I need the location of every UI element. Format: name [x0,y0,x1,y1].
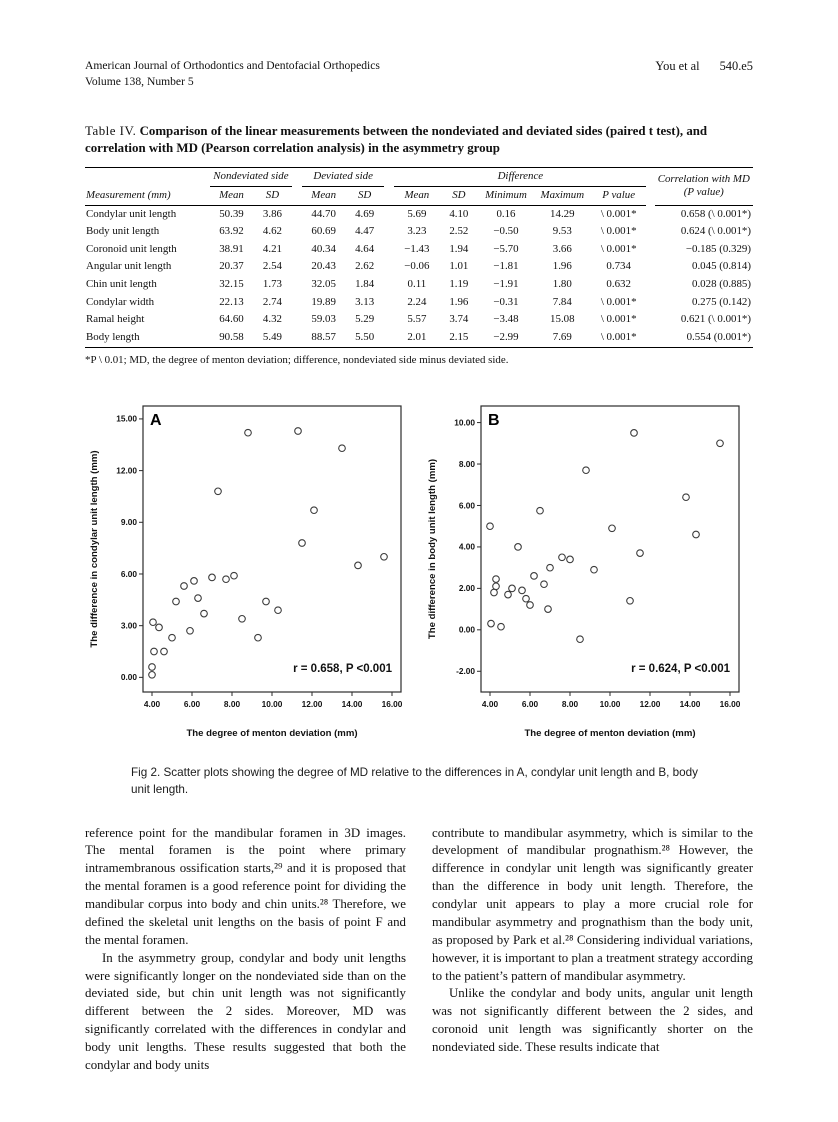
col-p-value: P value [591,186,646,205]
data-point [631,429,638,436]
measurement-name: Body length [85,329,210,347]
x-tick-label: 14.00 [341,698,363,709]
table-cell: 0.621 (\ 0.001*) [680,313,751,326]
data-point [173,598,180,605]
data-point [275,606,282,613]
data-point [156,624,163,631]
panel-letter: A [150,411,162,429]
col-minimum: Minimum [478,186,533,205]
table-cell: 1.94 [449,242,469,255]
table-cell: 15.08 [550,313,575,326]
scatter-plot-a [85,394,415,751]
data-point [537,507,544,514]
table-cell: 14.29 [550,207,575,220]
spacer [646,311,654,329]
table-cell: 64.60 [219,313,244,326]
y-tick-label: 3.00 [120,620,137,631]
col-group-deviated: Deviated side [302,168,384,187]
x-tick-label: 16.00 [381,698,403,709]
data-point [191,577,198,584]
data-point [487,522,494,529]
data-point [583,466,590,473]
spacer [292,186,302,205]
table-cell: 1.84 [355,278,375,291]
x-tick-label: 10.00 [599,698,621,709]
x-axis-label: The degree of menton deviation (mm) [524,727,696,739]
scatter-plots [85,394,753,751]
journal-volume: Volume 138, Number 5 [85,74,194,88]
spacer [646,258,654,276]
x-tick-label: 6.00 [183,698,201,709]
data-point [149,671,156,678]
data-point [381,553,388,560]
table-cell: 3.86 [262,207,282,220]
data-point [311,506,318,513]
spacer [384,311,394,329]
y-tick-label: 15.00 [116,413,137,424]
y-axis-label: The difference in body unit length (mm) [427,458,438,639]
table-cell: 32.15 [219,278,244,291]
table-cell: 44.70 [311,207,336,220]
data-point [591,566,598,573]
data-point [488,620,495,627]
table-cell: 0.658 (\ 0.001*) [680,207,751,220]
table-cell: 4.62 [262,225,282,238]
data-point [637,549,644,556]
table-cell: 88.57 [302,329,345,347]
data-point [559,554,566,561]
x-tick-label: 6.00 [521,698,539,709]
table-cell: 0.624 (\ 0.001*) [680,225,751,238]
x-tick-label: 8.00 [561,698,579,709]
table-cell: −2.99 [478,329,533,347]
table-row [85,205,753,223]
table-cell: 63.92 [219,225,244,238]
table-subheader-row [85,186,753,205]
data-point [150,618,157,625]
spacer [292,311,302,329]
x-tick-label: 4.00 [481,698,499,709]
x-tick-label: 12.00 [639,698,661,709]
body-paragraph: In the asymmetry group, condylar and body unit lengths were significantly longer on the nondeviated side than on the deviated side, but chin unit length was not significantly different between the 2 sides. Moreover, MD was significantly correlated with the differences in condylar and body unit lengths. These results suggested that both the condylar and body units [85,950,406,1072]
running-authors: You et al [655,59,700,73]
table-cell: 4.47 [355,225,375,238]
table-cell: 1.19 [449,278,469,291]
spacer [646,168,654,187]
article-body [85,825,753,1075]
table-cell: 0.275 (0.142) [692,295,751,308]
spacer [646,276,654,294]
table-cell: 5.50 [345,329,384,347]
table-cell: 5.69 [407,207,427,220]
col-diff-sd: SD [439,186,478,205]
spacer [384,258,394,276]
table-cell: 0.554 (0.001*) [655,329,753,347]
data-point [717,440,724,447]
data-point [255,634,262,641]
table-cell: 19.89 [311,295,336,308]
table-cell: 5.57 [407,313,427,326]
table-cell: 0.16 [496,207,516,220]
journal-info [85,58,380,89]
measurement-name: Angular unit length [86,260,172,273]
page-header [85,58,753,89]
y-tick-label: 12.00 [116,465,137,476]
data-point [355,562,362,569]
x-tick-label: 4.00 [143,698,161,709]
table-cell: 90.58 [210,329,253,347]
correlation-annotation: r = 0.624, P <0.001 [631,662,730,675]
table-row [85,223,753,241]
spacer [384,223,394,241]
x-tick-label: 16.00 [719,698,741,709]
table-cell: 2.62 [355,260,375,273]
spacer [292,223,302,241]
table-cell: 60.69 [311,225,336,238]
data-point [519,587,526,594]
spacer [646,294,654,312]
data-point [245,429,252,436]
spacer [384,329,394,347]
col-maximum: Maximum [534,186,591,205]
data-point [547,564,554,571]
x-axis-label: The degree of menton deviation (mm) [186,727,358,739]
table-cell: 0.734 [606,260,631,273]
data-point [149,663,156,670]
table-cell: −1.91 [493,278,519,291]
table-cell: 0.11 [407,278,427,291]
spacer [646,205,654,223]
data-point [498,623,505,630]
table-cell: 4.21 [262,242,282,255]
body-column-right [432,825,753,1075]
data-point [223,575,230,582]
page-number: 540.e5 [719,59,753,73]
table-row [85,241,753,259]
panel-letter: B [488,411,500,429]
col-nd-mean: Mean [210,186,253,205]
table-cell: 3.74 [449,313,469,326]
x-tick-label: 14.00 [679,698,701,709]
spacer [292,205,302,223]
table-cell: −5.70 [493,242,519,255]
data-point [201,610,208,617]
table-cell: \ 0.001* [600,313,637,326]
col-nd-sd: SD [253,186,292,205]
table-cell: 3.23 [407,225,427,238]
table-row [85,258,753,276]
data-point [187,627,194,634]
table-row [85,329,753,347]
table-cell: 20.37 [219,260,244,273]
table-cell: 0.632 [606,278,631,291]
spacer [646,329,654,347]
empty-header-cell [85,168,210,187]
table-cell: 0.045 (0.814) [692,260,751,273]
data-point [523,595,530,602]
spacer [292,294,302,312]
data-point [515,543,522,550]
data-point [609,525,616,532]
y-axis-label: The difference in condylar unit length (mm) [89,449,100,648]
table-cell: 1.01 [449,260,469,273]
col-measurement: Measurement (mm) [85,186,210,205]
y-tick-label: 9.00 [120,516,137,527]
spacer [384,276,394,294]
table-label: Table IV. [85,124,137,139]
data-point [339,444,346,451]
y-tick-label: 10.00 [454,416,475,427]
data-point [491,589,498,596]
table-cell: 32.05 [311,278,336,291]
body-column-left [85,825,406,1075]
table-cell: 1.73 [262,278,282,291]
data-point [263,598,270,605]
col-group-correlation: Correlation with MD (P value) [655,168,753,205]
figure-2 [85,394,753,799]
measurement-name: Coronoid unit length [86,242,177,255]
correlation-annotation: r = 0.658, P <0.001 [293,662,392,675]
spacer [292,329,302,347]
table-cell: 9.53 [552,225,572,238]
table-cell: 59.03 [311,313,336,326]
table-row [85,276,753,294]
table-cell: 38.91 [219,242,244,255]
spacer [292,258,302,276]
spacer [384,294,394,312]
table-row [85,294,753,312]
measurement-name: Ramal height [86,313,145,326]
table-cell: 50.39 [219,207,244,220]
table-cell: 2.24 [407,295,427,308]
y-tick-label: 4.00 [458,541,475,552]
table-cell: −1.81 [493,260,519,273]
body-paragraph: Unlike the condylar and body units, angular unit length was not significantly different between the 2 sides, and coronoid unit length was significantly shorter on the nondeviated side. These results indicate that [432,986,753,1055]
data-point [527,601,534,608]
table-footnote: *P \ 0.01; MD, the degree of menton deviation; difference, nondeviated side minus deviated side. [85,353,509,366]
data-point [195,594,202,601]
table-cell: 2.15 [439,329,478,347]
measurement-name: Condylar unit length [86,207,177,220]
table-cell: 2.74 [262,295,282,308]
table-cell: 1.96 [552,260,572,273]
data-point [493,583,500,590]
y-tick-label: -2.00 [456,665,475,676]
y-tick-label: 8.00 [458,458,475,469]
spacer [384,186,394,205]
data-point [567,556,574,563]
data-point [683,493,690,500]
table-caption: Comparison of the linear measurements between the nondeviated and deviated sides (paired t test), and correlation with MD (Pearson correlation analysis) in the asymmetry group [85,124,708,156]
y-tick-label: 0.00 [458,624,475,635]
data-point [541,580,548,587]
spacer [292,276,302,294]
table-cell: 4.32 [262,313,282,326]
table-cell: 2.52 [449,225,469,238]
spacer [384,205,394,223]
data-point [295,427,302,434]
table-cell: −0.31 [493,295,519,308]
data-point [545,605,552,612]
table-cell: 40.34 [311,242,336,255]
table-cell: 20.43 [311,260,336,273]
spacer [292,168,302,187]
spacer [646,241,654,259]
table-cell: \ 0.001* [600,242,637,255]
table-cell: 2.01 [394,329,439,347]
data-point [239,615,246,622]
table-cell: \ 0.001* [600,295,637,308]
spacer [384,241,394,259]
table-group-header-row [85,168,753,187]
data-point [161,648,168,655]
table-cell: \ 0.001* [600,207,637,220]
table-cell: 4.69 [355,207,375,220]
table-cell: 3.66 [552,242,572,255]
data-point [509,585,516,592]
scatter-plot-b [423,394,753,751]
col-group-difference: Difference [394,168,646,187]
running-head [655,58,753,75]
table-cell: 7.84 [552,295,572,308]
table-cell: −0.50 [493,225,519,238]
table-row [85,311,753,329]
col-d-mean: Mean [302,186,345,205]
measurement-name: Chin unit length [86,278,157,291]
table-caption-block [85,123,753,157]
measurements-table [85,167,753,347]
table-cell: 0.028 (0.885) [692,278,751,291]
table-cell: 7.69 [534,329,591,347]
table-cell: −0.185 (0.329) [685,242,751,255]
y-tick-label: 6.00 [120,568,137,579]
body-paragraph: contribute to mandibular asymmetry, which is similar to the development of mandibular prognathism.²⁸ However, the difference in condylar unit length was significantly greater than the difference in body unit length. Therefore, the condylar unit appears to play a more crucial role for mandibular asymmetry and prognathism than the body unit, as proposed by Park et al.²⁸ Considering individual variations, however, it is important to plan a treatment strategy according to the patient’s pattern of mandibular asymmetry. [432,825,753,983]
spacer [292,241,302,259]
plot-frame [143,406,401,692]
data-point [231,572,238,579]
table-cell: 5.29 [355,313,375,326]
table-section [85,123,753,365]
table-cell: 1.80 [552,278,572,291]
measurement-name: Body unit length [86,225,160,238]
table-cell: 4.64 [355,242,375,255]
data-point [181,582,188,589]
data-point [505,591,512,598]
plot-frame [481,406,739,692]
data-point [493,575,500,582]
data-point [627,597,634,604]
table-cell: \ 0.001* [600,225,637,238]
y-tick-label: 6.00 [458,499,475,510]
journal-title: American Journal of Orthodontics and Dentofacial Orthopedics [85,59,380,72]
table-cell: −3.48 [493,313,519,326]
data-point [215,488,222,495]
x-tick-label: 12.00 [301,698,323,709]
measurement-name: Condylar width [86,295,155,308]
x-tick-label: 8.00 [223,698,241,709]
col-d-sd: SD [345,186,384,205]
y-tick-label: 2.00 [458,582,475,593]
data-point [531,572,538,579]
data-point [169,634,176,641]
figure-caption: Fig 2. Scatter plots showing the degree of MD relative to the differences in A, condylar unit length and B, body unit length. [131,765,698,796]
data-point [577,635,584,642]
table-cell: 4.10 [449,207,469,220]
data-point [299,539,306,546]
y-tick-label: 0.00 [120,671,137,682]
spacer [646,223,654,241]
col-diff-mean: Mean [394,186,439,205]
col-group-nondeviated: Nondeviated side [210,168,292,187]
table-cell: \ 0.001* [591,329,646,347]
table-cell: 5.49 [253,329,292,347]
data-point [209,574,216,581]
data-point [151,648,158,655]
table-cell: −1.43 [404,242,430,255]
data-point [693,531,700,538]
body-paragraph: reference point for the mandibular foramen in 3D images. The mental foramen is the point where primary intramembranous ossification starts,²⁹ and it is proposed that the mental foramen is a good reference point for dividing the mandibular corpus into body and chin units.²⁸ Therefore, we defined the skeletal unit lengths on the basis of point F and the mental foramen. [85,825,406,947]
table-cell: −0.06 [404,260,430,273]
spacer [384,168,394,187]
table-cell: 3.13 [355,295,375,308]
table-cell: 2.54 [262,260,282,273]
table-cell: 22.13 [219,295,244,308]
x-tick-label: 10.00 [261,698,283,709]
table-cell: 1.96 [449,295,469,308]
